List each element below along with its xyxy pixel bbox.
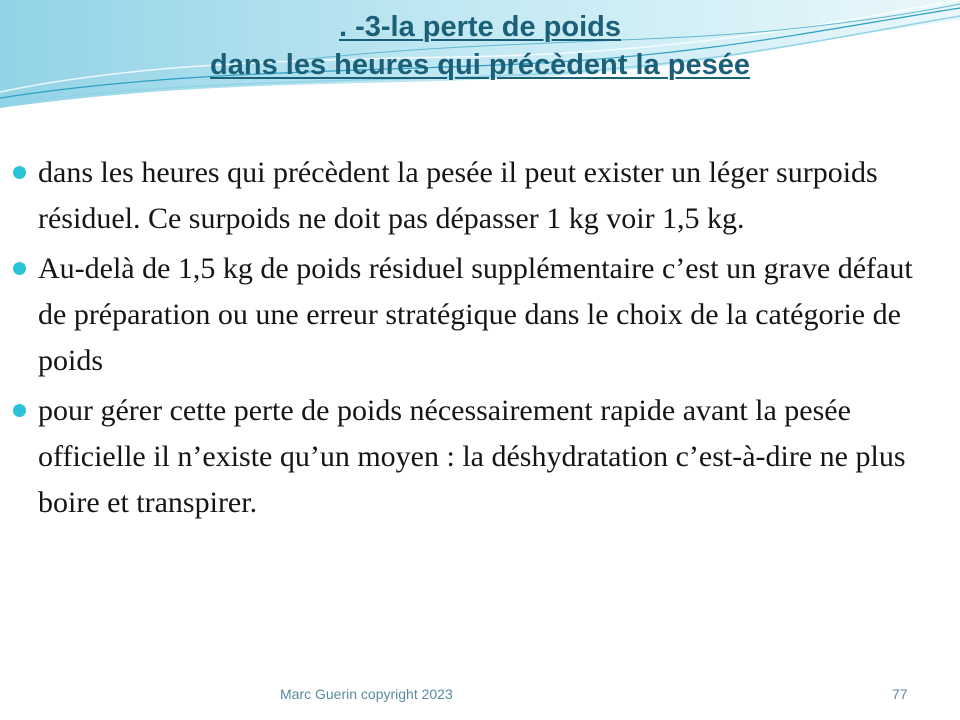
slide-number: 77	[892, 686, 908, 702]
title-line-1: . -3-la perte de poids	[339, 11, 621, 43]
bullet-text: dans les heures qui précèdent la pesée il peut exister un léger surpoids résiduel. Ce surpoids ne doit pas dépasser 1 kg voir 1,5 kg.	[38, 156, 878, 235]
bullet-dot-icon	[13, 404, 26, 417]
title-line-2: dans les heures qui précèdent la pesée	[210, 49, 750, 81]
bullet-text: pour gérer cette perte de poids nécessairement rapide avant la pesée officielle il n’existe qu’un moyen : la déshydratation c’est-à-dire ne plus boire et transpirer.	[38, 394, 906, 519]
bullet-item	[0, 246, 960, 384]
footer-copyright: Marc Guerin copyright 2023	[280, 686, 453, 702]
bullet-dot-icon	[13, 262, 26, 275]
bullet-list	[0, 150, 960, 530]
bullet-item	[0, 388, 960, 526]
bullet-item	[0, 150, 960, 242]
slide-title	[0, 8, 960, 84]
bullet-dot-icon	[13, 166, 26, 179]
bullet-text: Au-delà de 1,5 kg de poids résiduel supplémentaire c’est un grave défaut de préparation ou une erreur stratégique dans le choix de la catégorie de poids	[38, 252, 913, 377]
